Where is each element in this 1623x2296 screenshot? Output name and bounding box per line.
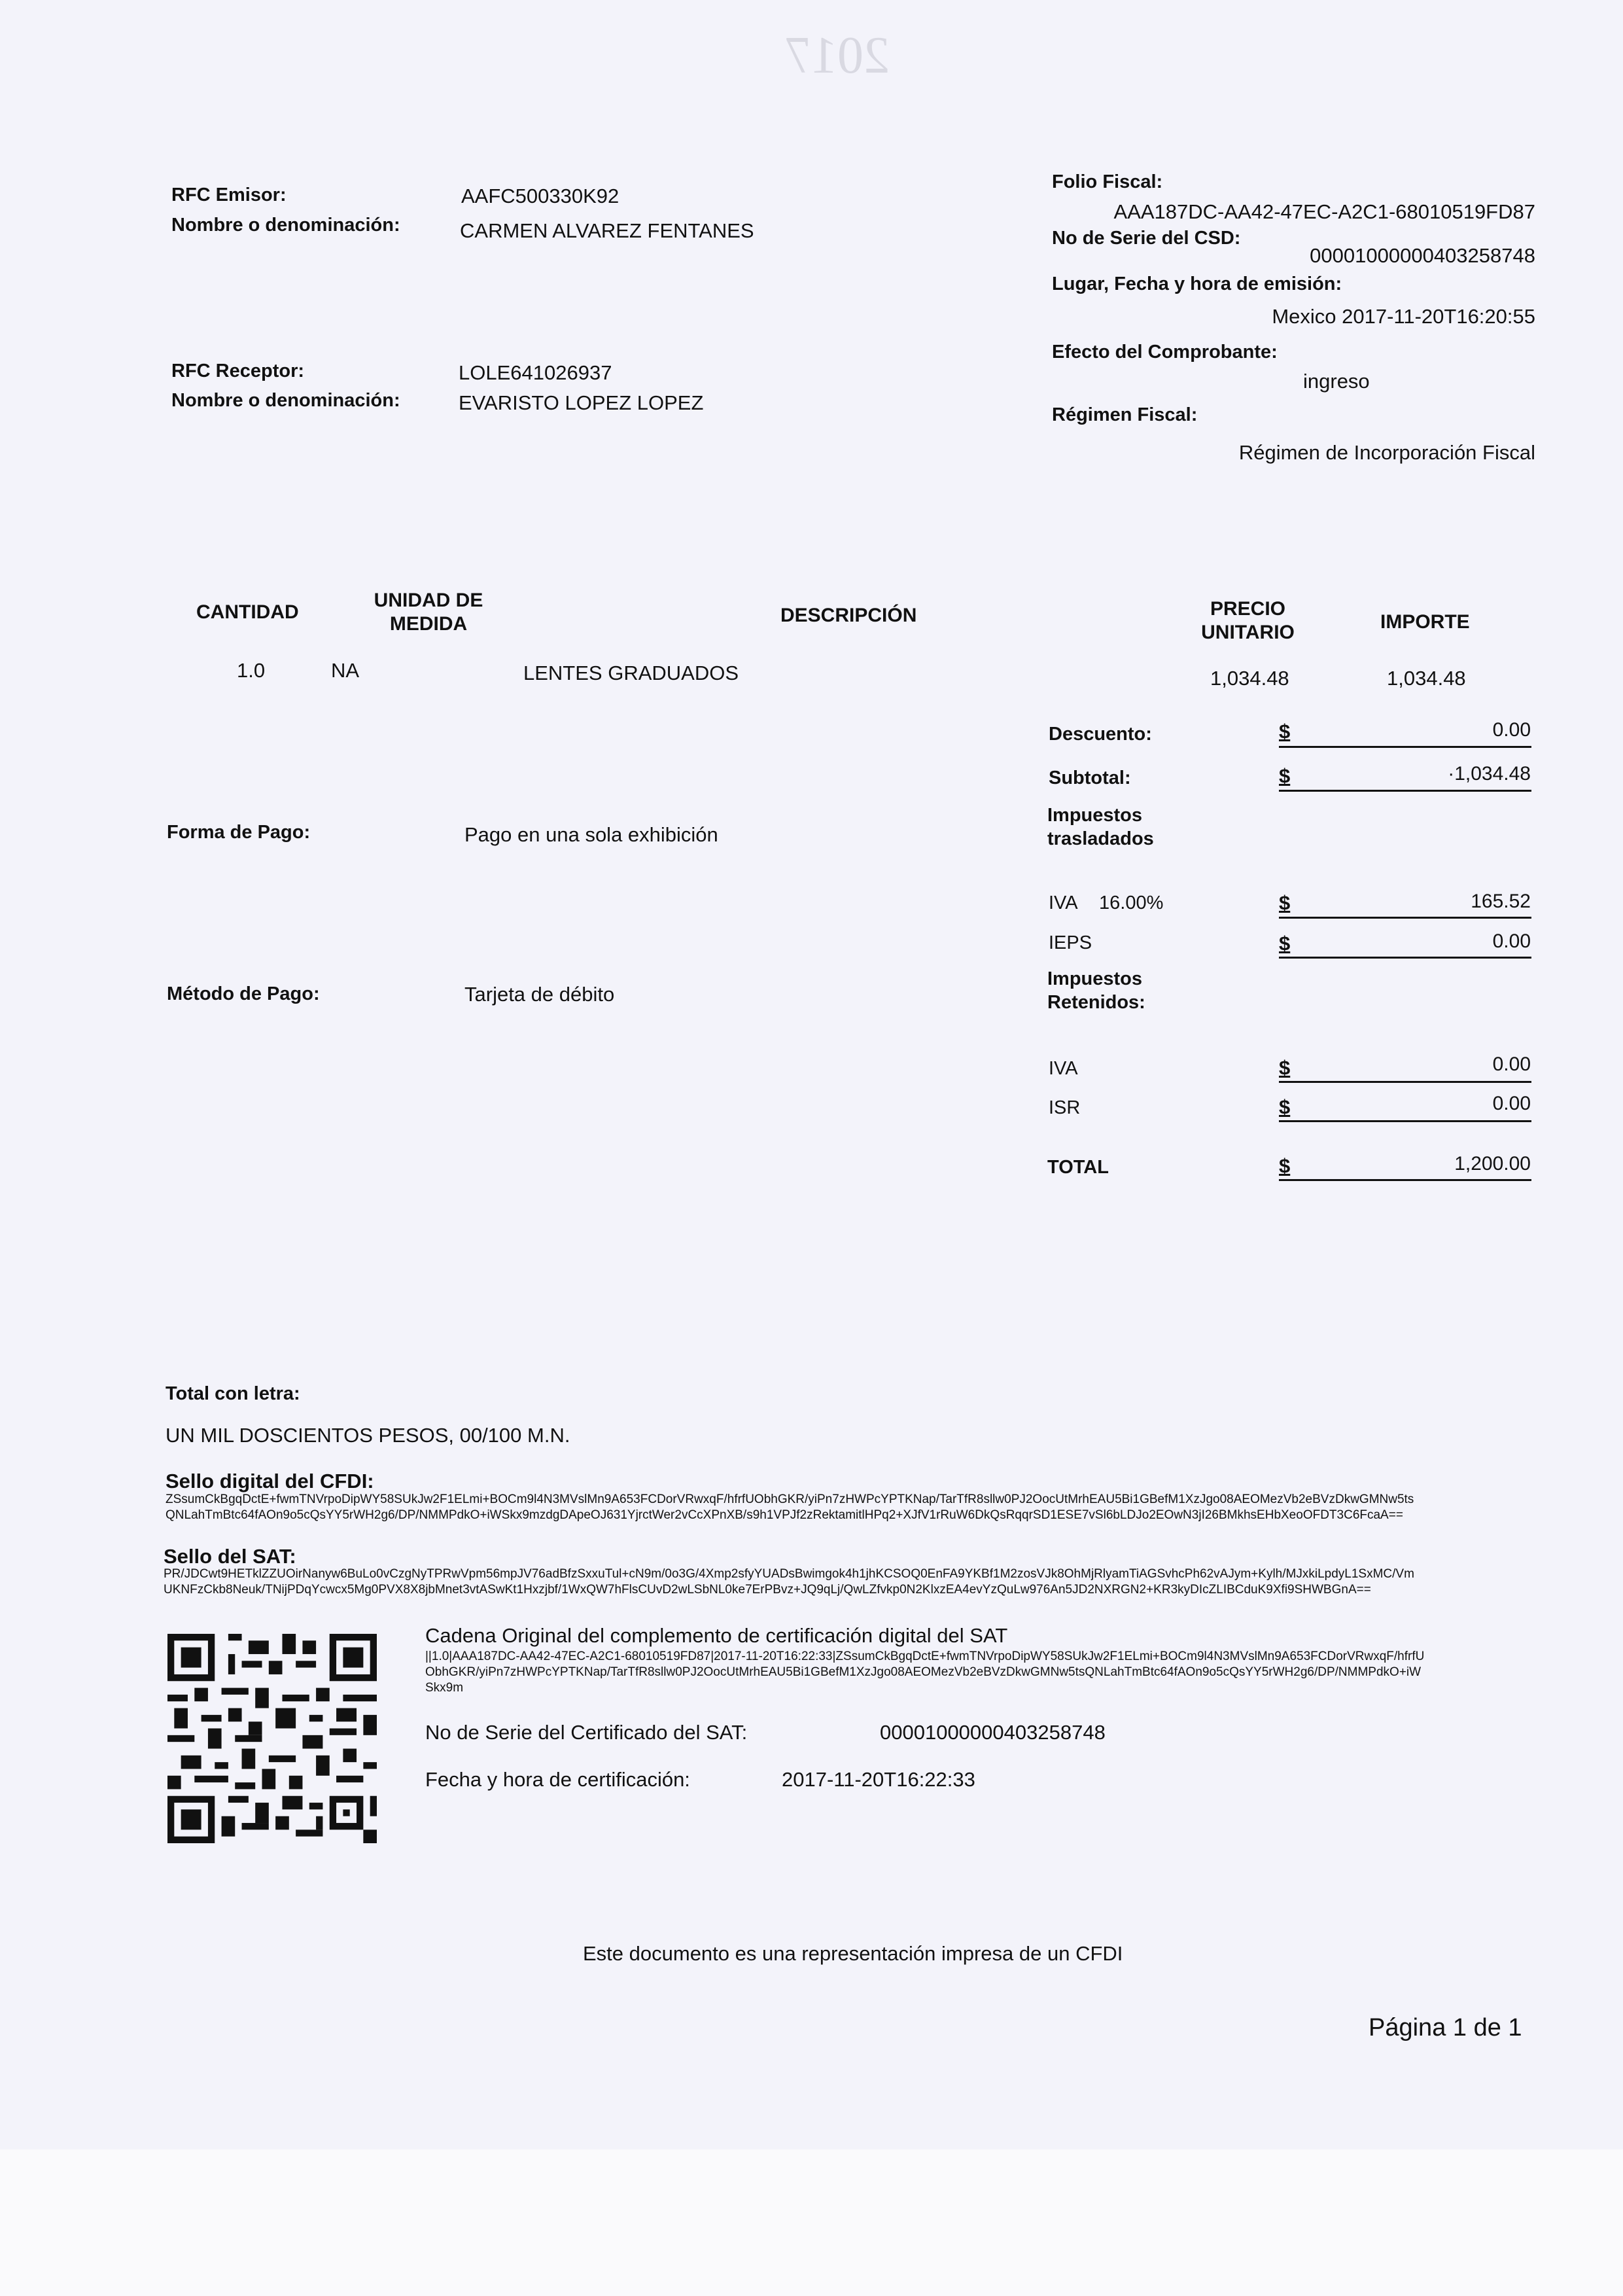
trasladados-label: Impuestos trasladados xyxy=(1047,805,1154,849)
ieps-currency: $ xyxy=(1279,932,1291,955)
efecto-value: ingreso xyxy=(1303,370,1370,393)
iva-currency: $ xyxy=(1279,891,1291,914)
rfc-receptor-value: LOLE641026937 xyxy=(459,361,612,384)
sello-cfdi-text: ZSsumCkBgqDctE+fwmTNVrpoDipWY58SUkJw2F1ELmi+BOCm9l4N3MVslMn9A653FCDorVRwxqF/hfrfUObhGKR/yiPn7zHWPcYPTKNap/TarTfR8sllw0PJ2OocUtMrhEAU5Bi1GBefM1XzJgo08AEOMezVb2eBVzDkwGMNw5tsQNLahTmBtc64fAOn9o5cQsYY5rWH2g6/DP/NMMPdkO+iWSkx9mzdgDApeOJ631YjrctWer2vCcXPnXB/s9h1VPJf2zRektamitlHPq2+XJfV1rRuW6DkQsRqqrSD1ESE7vSl6bLDJo2EOwN3jI26BMkhsEHbXeoOFDT3C6FcaA== xyxy=(166,1492,1414,1522)
qr-code xyxy=(167,1633,377,1845)
fecha-certificacion-label: Fecha y hora de certificación: xyxy=(425,1768,690,1791)
header-precio: PRECIO UNITARIO xyxy=(1201,598,1295,643)
folio-fiscal-label: Folio Fiscal: xyxy=(1052,171,1163,192)
total-letra-value: UN MIL DOSCIENTOS PESOS, 00/100 M.N. xyxy=(166,1424,570,1447)
row-cantidad: 1.0 xyxy=(237,659,266,682)
serie-csd-label: No de Serie del CSD: xyxy=(1052,228,1241,249)
subtotal-currency: $ xyxy=(1279,764,1291,787)
isr-value: 0.00 xyxy=(1492,1093,1531,1114)
isr-currency: $ xyxy=(1279,1095,1291,1118)
cadena-label: Cadena Original del complemento de certificación digital del SAT xyxy=(425,1624,1008,1647)
total-currency: $ xyxy=(1279,1154,1291,1177)
subtotal-value: ·1,034.48 xyxy=(1448,763,1531,785)
iva-retenido-label: IVA xyxy=(1049,1058,1078,1079)
metodo-pago-label: Método de Pago: xyxy=(167,983,320,1004)
descuento-value: 0.00 xyxy=(1492,719,1531,741)
sello-cfdi-label: Sello digital del CFDI: xyxy=(166,1470,374,1492)
sello-sat-label: Sello del SAT: xyxy=(164,1545,296,1568)
fecha-certificacion-value: 2017-11-20T16:22:33 xyxy=(782,1768,975,1791)
sello-sat-text: PR/JDCwt9HETklZZUOirNanyw6BuLo0vCzgNyTPRwVpm56mpJV76adBfzSxxuTul+cN9m/0o3G/4Xmp2sfyYUADsBwimgok4h1jhKCSOQ0EnFA9YKBf1M2zosVJk8OhMjRlyamTiAGSvhcPh62vAJym+Kylh/MJxkiLpdyL1SxMC/VmUKNFzCkb8Neuk/TNijPDqYcwcx5Mg0PVX8X8jbMnet3vtASwKt1Hxzjbf/1WxQW7hFlsCUvD2wLSbNL0ke7ErPBvz+JQ9qLj/QwLZfvkp0N2KlxzEA4evYzQuLw976An5JD2NXRGN2+KR3kyDIcZLIBCduK9Xfi9SHWBGnA== xyxy=(164,1567,1414,1597)
handwritten-year: 2017 xyxy=(785,27,890,84)
header-importe: IMPORTE xyxy=(1380,611,1470,633)
folio-fiscal-value: AAA187DC-AA42-47EC-A2C1-68010519FD87 xyxy=(1113,200,1535,223)
total-value: 1,200.00 xyxy=(1454,1153,1531,1174)
descuento-currency: $ xyxy=(1279,720,1291,743)
page-number: Página 1 de 1 xyxy=(1369,2014,1522,2041)
metodo-pago-value: Tarjeta de débito xyxy=(464,983,615,1006)
row-unidad: NA xyxy=(331,659,360,682)
row-importe: 1,034.48 xyxy=(1387,667,1466,690)
header-cantidad: CANTIDAD xyxy=(196,601,299,623)
iva-value: 165.52 xyxy=(1471,891,1531,912)
scan-bottom-margin xyxy=(0,2149,1623,2296)
serie-sat-value: 00001000000403258748 xyxy=(880,1721,1106,1744)
forma-pago-value: Pago en una sola exhibición xyxy=(464,823,718,846)
regimen-value: Régimen de Incorporación Fiscal xyxy=(1238,441,1535,464)
iva-rate: 16.00% xyxy=(1099,892,1164,913)
rfc-receptor-label: RFC Receptor: xyxy=(171,361,305,381)
retenidos-label: Impuestos Retenidos: xyxy=(1047,968,1145,1013)
ieps-value: 0.00 xyxy=(1492,930,1531,952)
forma-pago-label: Forma de Pago: xyxy=(167,822,311,843)
total-letra-label: Total con letra: xyxy=(166,1383,300,1404)
isr-label: ISR xyxy=(1049,1097,1081,1118)
descuento-label: Descuento: xyxy=(1049,724,1152,745)
cadena-text: ||1.0|AAA187DC-AA42-47EC-A2C1-68010519FD87|2017-11-20T16:22:33|ZSsumCkBgqDctE+fwmTNVrpoDipWY58SUkJw2F1ELmi+BOCm9l4N3MVslMn9A653FCDorVRwxqF/hfrfUObhGKR/yiPn7zHWPcYPTKNap/TarTfR8sllw0PJ2OocUtMrhEAU5Bi1GBefM1XzJgo08AEOMezVb2eBVzDkwGMNw5tsQNLahTmBtc64fAOn9o5cQsYY5rWH2g6/DP/NMMPdkO+iWSkx9m xyxy=(425,1650,1425,1695)
iva-label: IVA xyxy=(1049,892,1078,913)
rfc-emisor-value: AAFC500330K92 xyxy=(461,185,620,207)
subtotal-label: Subtotal: xyxy=(1049,768,1131,788)
footer-note: Este documento es una representación impresa de un CFDI xyxy=(583,1942,1123,1965)
ieps-label: IEPS xyxy=(1049,932,1092,953)
nombre-receptor-label: Nombre o denominación: xyxy=(171,390,400,411)
rfc-emisor-label: RFC Emisor: xyxy=(171,185,287,205)
iva-retenido-currency: $ xyxy=(1279,1056,1291,1079)
row-descripcion: LENTES GRADUADOS xyxy=(523,662,739,684)
iva-retenido-value: 0.00 xyxy=(1492,1053,1531,1075)
nombre-receptor-value: EVARISTO LOPEZ LOPEZ xyxy=(459,391,704,414)
header-unidad: UNIDAD DE MEDIDA xyxy=(374,590,483,635)
header-descripcion: DESCRIPCIÓN xyxy=(780,605,917,626)
total-label: TOTAL xyxy=(1047,1157,1109,1178)
nombre-emisor-label: Nombre o denominación: xyxy=(171,215,400,236)
lugar-fecha-label: Lugar, Fecha y hora de emisión: xyxy=(1052,274,1342,294)
regimen-label: Régimen Fiscal: xyxy=(1052,404,1198,425)
efecto-label: Efecto del Comprobante: xyxy=(1052,342,1278,362)
lugar-fecha-value: Mexico 2017-11-20T16:20:55 xyxy=(1272,305,1535,328)
row-precio: 1,034.48 xyxy=(1210,667,1289,690)
serie-sat-label: No de Serie del Certificado del SAT: xyxy=(425,1721,748,1744)
serie-csd-value: 00001000000403258748 xyxy=(1310,244,1535,267)
nombre-emisor-value: CARMEN ALVAREZ FENTANES xyxy=(460,219,754,242)
